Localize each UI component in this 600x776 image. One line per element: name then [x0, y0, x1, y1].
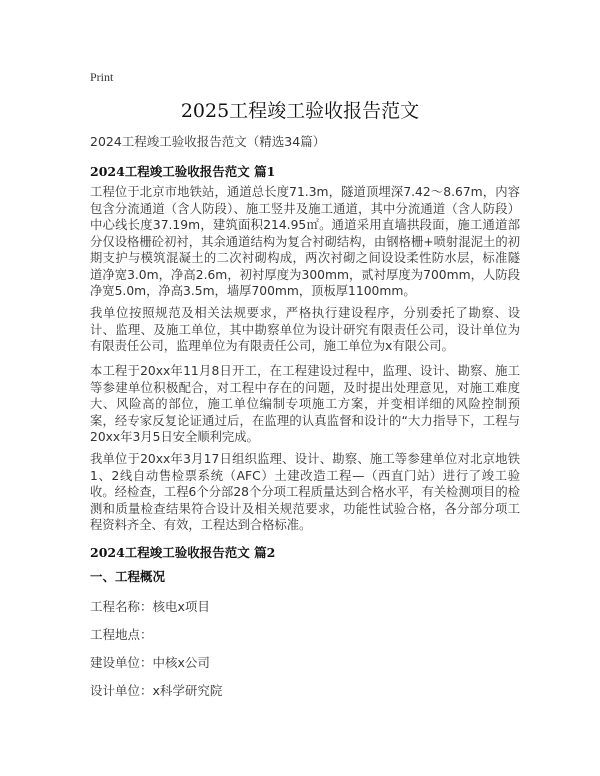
print-link[interactable]: Print [90, 70, 114, 84]
field-design-unit: 设计单位：x科学研究院 [90, 683, 223, 698]
document-subtitle: 2024工程竣工验收报告范文（精选34篇） [90, 134, 326, 149]
section-2-heading: 2024工程竣工验收报告范文 篇2 [90, 545, 276, 560]
field-project-location: 工程地点： [90, 627, 153, 642]
section-1-paragraph-1: 工程位于北京市地铁站，通道总长度71.3m，隧道顶埋深7.42～8.67m，内容包含分流通道（含人防段）、施工竖井及施工通道，其中分流通道（含人防段）中心线长度37.19m，建筑面积214.95㎡。通道采用直墙拱段面，施工通道部分仅设格栅砼初衬，其余通道结构为复合衬砌结构，由钢格栅+喷射混泥土的初期支护与模筑混凝土的二次衬砌构成，两次衬砌之间设设柔性防水层，标准隧道净宽3.0m，净高2.6m，初衬厚度为300mm，贰衬厚度为700mm，人防段净宽5.0m，净高3.5m，墙厚700mm，顶板厚1100mm。 [90, 185, 520, 298]
section-1-paragraph-2: 我单位按照规范及相关法规要求，严格执行建设程序，分别委托了勘察、设计、监理、及施工单位，其中勘察单位为设计研究有限责任公司，设计单位为有限责任公司，监理单位为有限责任公司，施工单位为x有限公司。 [90, 306, 520, 353]
section-2-subheading: 一、工程概况 [90, 569, 166, 584]
field-project-name: 工程名称：核电x项目 [90, 599, 210, 614]
section-1-paragraph-3: 本工程于20xx年11月8日开工，在工程建设过程中，监理、设计、勘察、施工等参建单位积极配合，对工程中存在的问题，及时提出处理意见，对施工难度大、风险高的部位，施工单位编制专项施工方案，并变相详细的风险控制预案，经专家反复论证通过后，在监理的认真监督和设计的“大力指导下，工程与20xx年3月5日安全顺利完成。 [90, 364, 520, 444]
section-1-heading: 2024工程竣工验收报告范文 篇1 [90, 164, 276, 179]
document-title: 2025工程竣工验收报告范文 [180, 100, 420, 122]
section-1-paragraph-4: 我单位于20xx年3月17日组织监理、设计、勘察、施工等参建单位对北京地铁1、2线自动售检票系统（AFC）土建改造工程—（西直门站）进行了竣工验收。经检查，工程6个分部28个分项工程质量达到合格水平，有关检测项目的检测和质量检查结果符合设计及相关规范要求，功能性试验合格，各分部分项工程资料齐全、有效，工程达到合格标准。 [90, 452, 520, 532]
field-construction-unit: 建设单位：中核x公司 [90, 655, 210, 670]
